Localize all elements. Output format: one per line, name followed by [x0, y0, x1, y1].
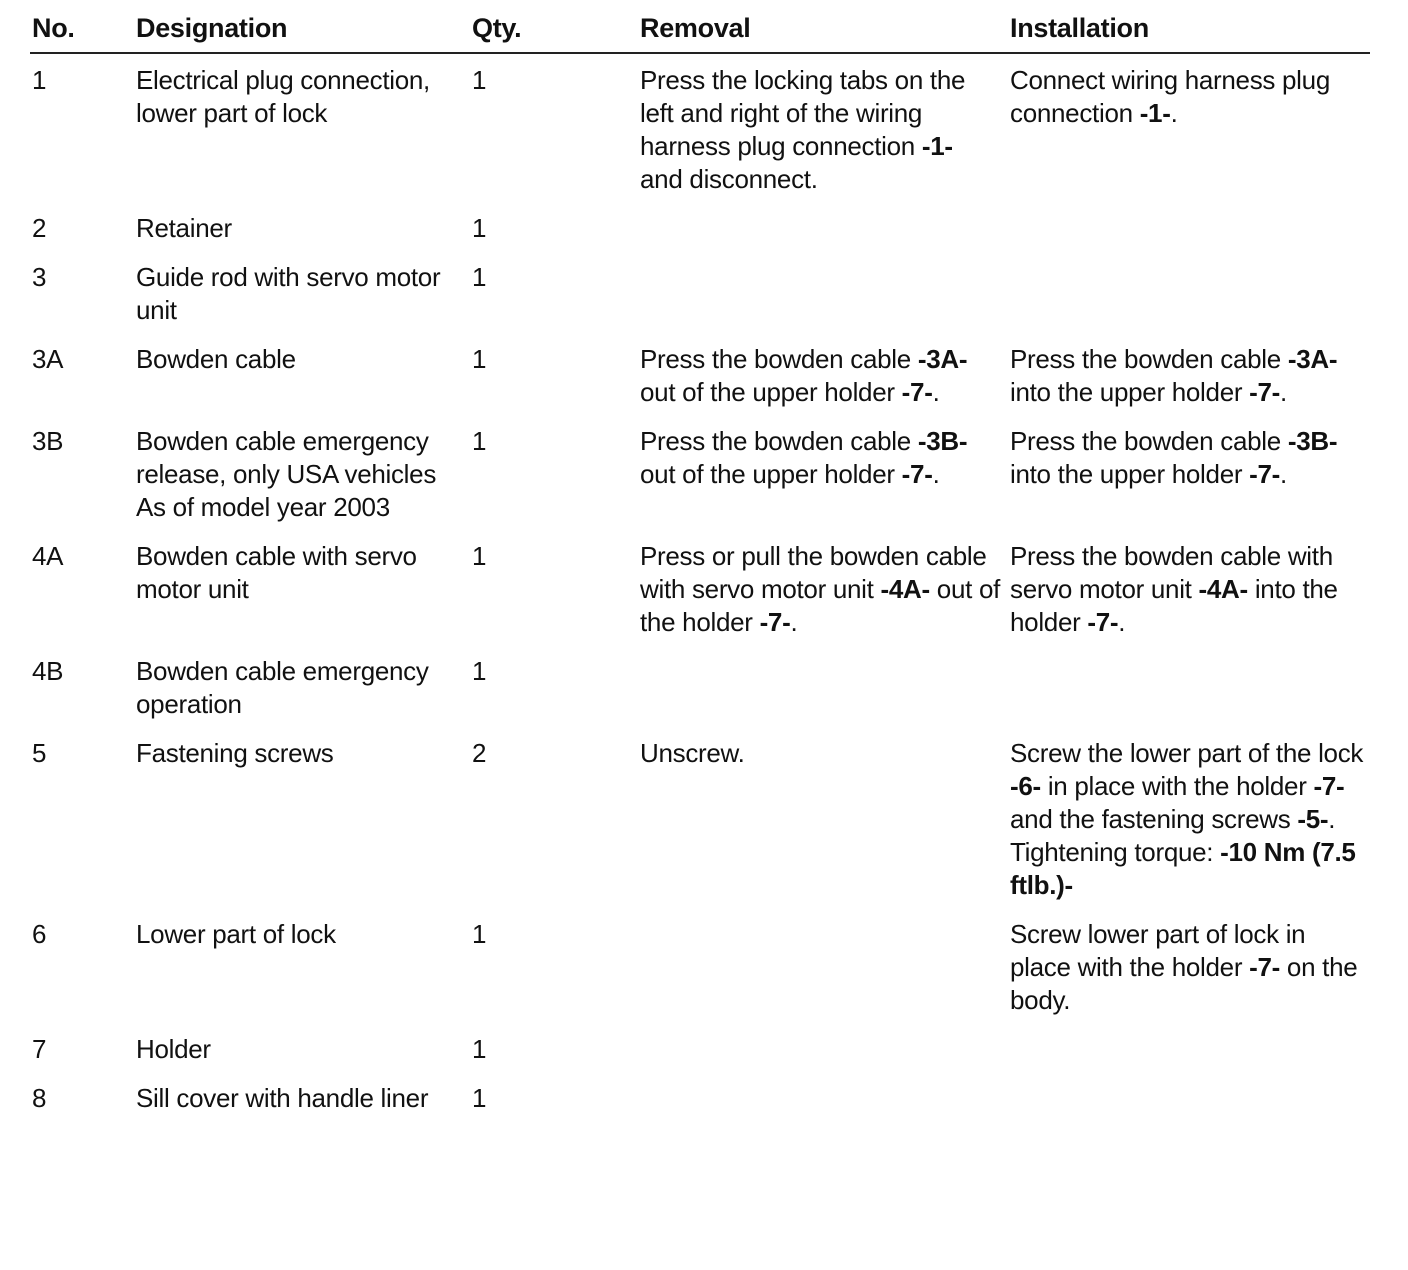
table-row — [30, 261, 1370, 343]
table-row — [30, 540, 1370, 655]
table-row — [30, 343, 1370, 425]
reference-marker: -7- — [901, 377, 933, 407]
instruction-text: and disconnect. — [640, 164, 818, 194]
cell-removal — [638, 540, 1008, 655]
cell-no: 3B — [32, 426, 64, 456]
cell-installation — [1008, 918, 1370, 1033]
header-no: No. — [30, 8, 134, 53]
header-removal: Removal — [638, 8, 1008, 53]
instruction-text: Connect wiring harness plug connection — [1010, 65, 1330, 128]
table-row — [30, 212, 1370, 261]
instruction-text: out of the upper holder — [640, 459, 902, 489]
instruction-text: . — [1328, 804, 1336, 834]
header-row — [30, 8, 1370, 53]
parts-document — [30, 8, 1370, 1131]
cell-designation: Bowden cable emergency operation — [136, 656, 429, 719]
cell-designation: Electrical plug connection, lower part of lock — [136, 65, 430, 128]
cell-removal — [638, 918, 1008, 1033]
instruction-text: in place with the holder — [1040, 771, 1314, 801]
reference-marker: -3B- — [917, 426, 968, 456]
instruction-text: Screw the lower part of the lock — [1010, 738, 1364, 768]
cell-no: 8 — [32, 1083, 47, 1113]
reference-marker: -7- — [901, 459, 933, 489]
cell-removal — [638, 1082, 1008, 1131]
reference-marker: -5- — [1297, 804, 1329, 834]
cell-qty: 1 — [472, 213, 487, 243]
cell-no: 4A — [32, 541, 64, 571]
cell-qty: 1 — [472, 344, 487, 374]
cell-installation — [1008, 343, 1370, 425]
reference-marker: -3B- — [1287, 426, 1338, 456]
instruction-text: . — [1280, 459, 1287, 489]
cell-removal — [638, 737, 1008, 918]
parts-table — [30, 8, 1370, 1131]
reference-marker: -7- — [1249, 377, 1281, 407]
instruction-text: Press the bowden cable — [640, 344, 918, 374]
cell-qty: 1 — [472, 65, 487, 95]
cell-no: 7 — [32, 1034, 47, 1064]
instruction-text: . — [932, 459, 940, 489]
cell-removal — [638, 655, 1008, 737]
cell-designation: Bowden cable emergency release, only USA vehicles As of model year 2003 — [136, 426, 437, 522]
cell-no: 3A — [32, 344, 64, 374]
cell-qty: 1 — [472, 262, 487, 292]
instruction-text: Press the locking tabs on the left and right of the wiring harness plug connection — [640, 65, 966, 161]
instruction-text: on the body. — [1010, 952, 1358, 1015]
instruction-text: into the upper holder — [1010, 459, 1250, 489]
reference-marker: -6- — [1010, 771, 1041, 801]
table-row — [30, 53, 1370, 212]
cell-no: 3 — [32, 262, 47, 292]
instruction-text: Press the bowden cable with servo motor unit — [1010, 541, 1333, 604]
instruction-text: out of the upper holder — [640, 377, 902, 407]
table-row — [30, 655, 1370, 737]
cell-removal — [638, 53, 1008, 212]
instruction-text: Press the bowden cable — [1010, 344, 1288, 374]
instruction-text: . — [1280, 377, 1287, 407]
table-row — [30, 737, 1370, 918]
table-row — [30, 918, 1370, 1033]
instruction-text: Tightening torque: — [1010, 837, 1221, 867]
instruction-text: Press or pull the bowden cable with servo motor unit — [640, 541, 987, 604]
cell-designation: Bowden cable with servo motor unit — [136, 541, 417, 604]
cell-installation — [1008, 540, 1370, 655]
reference-marker: -7- — [1249, 459, 1281, 489]
cell-removal — [638, 425, 1008, 540]
cell-installation — [1008, 53, 1370, 212]
reference-marker: -7- — [1087, 607, 1119, 637]
instruction-text: . — [1118, 607, 1126, 637]
reference-marker: -7- — [1249, 952, 1280, 982]
cell-installation — [1008, 261, 1370, 343]
instruction-text: . — [790, 607, 798, 637]
reference-marker: -7- — [1313, 771, 1345, 801]
cell-installation — [1008, 1082, 1370, 1131]
cell-no: 2 — [32, 213, 47, 243]
header-qty: Qty. — [470, 8, 638, 53]
cell-installation — [1008, 212, 1370, 261]
cell-designation: Holder — [136, 1034, 211, 1064]
cell-qty: 1 — [472, 1034, 487, 1064]
reference-marker: -10 Nm (7.5 ftlb.)- — [1010, 837, 1356, 900]
cell-designation: Retainer — [136, 213, 232, 243]
header-designation: Designation — [134, 8, 470, 53]
cell-no: 1 — [32, 65, 47, 95]
cell-removal — [638, 343, 1008, 425]
instruction-text: out of the holder — [640, 574, 1001, 637]
reference-marker: -3A- — [917, 344, 968, 374]
reference-marker: -4A- — [880, 574, 930, 604]
cell-qty: 1 — [472, 426, 487, 456]
instruction-text: Screw lower part of lock in place with the holder — [1010, 919, 1306, 982]
instruction-text: . — [1170, 98, 1178, 128]
table-header — [30, 8, 1370, 53]
instruction-text: Press the bowden cable — [640, 426, 918, 456]
cell-installation — [1008, 425, 1370, 540]
reference-marker: -1- — [921, 131, 953, 161]
cell-removal — [638, 261, 1008, 343]
cell-designation: Fastening screws — [136, 738, 334, 768]
reference-marker: -4A- — [1198, 574, 1248, 604]
table-row — [30, 1033, 1370, 1082]
instruction-text: Press the bowden cable — [1010, 426, 1288, 456]
cell-qty: 1 — [472, 656, 487, 686]
cell-designation: Lower part of lock — [136, 919, 336, 949]
cell-qty: 1 — [472, 919, 487, 949]
cell-no: 5 — [32, 738, 47, 768]
instruction-text: Unscrew. — [640, 738, 745, 768]
header-installation: Installation — [1008, 8, 1370, 53]
cell-no: 4B — [32, 656, 64, 686]
table-body — [30, 53, 1370, 1131]
cell-designation: Sill cover with handle liner — [136, 1083, 429, 1113]
reference-marker: -7- — [759, 607, 791, 637]
cell-removal — [638, 1033, 1008, 1082]
table-row — [30, 425, 1370, 540]
instruction-text: and the fastening screws — [1010, 804, 1298, 834]
cell-installation — [1008, 737, 1370, 918]
cell-installation — [1008, 1033, 1370, 1082]
table-row — [30, 1082, 1370, 1131]
instruction-text: into the holder — [1010, 574, 1338, 637]
cell-designation: Guide rod with servo motor unit — [136, 262, 441, 325]
cell-no: 6 — [32, 919, 47, 949]
cell-designation: Bowden cable — [136, 344, 296, 374]
cell-qty: 1 — [472, 1083, 487, 1113]
cell-removal — [638, 212, 1008, 261]
cell-qty: 2 — [472, 738, 487, 768]
reference-marker: -1- — [1139, 98, 1171, 128]
cell-installation — [1008, 655, 1370, 737]
instruction-text: into the upper holder — [1010, 377, 1250, 407]
instruction-text: . — [932, 377, 940, 407]
reference-marker: -3A- — [1287, 344, 1338, 374]
cell-qty: 1 — [472, 541, 487, 571]
